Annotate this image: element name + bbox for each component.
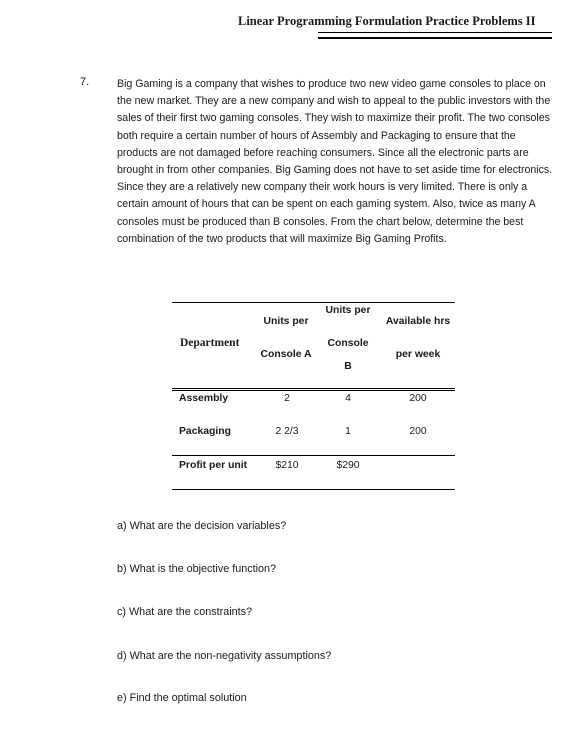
header-department: Department [180, 337, 240, 349]
page-title: Linear Programming Formulation Practice Problems II [238, 14, 536, 28]
row-packaging-available: 200 [409, 426, 427, 437]
question-a: a) What are the decision variables? [117, 520, 287, 532]
header-console-a-line2: Console A [260, 349, 312, 360]
question-e: e) Find the optimal solution [117, 692, 247, 704]
table-header-rule [172, 388, 455, 389]
table-top-rule [172, 302, 455, 303]
row-profit-console-a: $210 [275, 460, 299, 471]
question-d: d) What are the non-negativity assumptions? [117, 650, 332, 662]
problem-statement: Big Gaming is a company that wishes to produce two new video game consoles to place on the new market. They are a new company and wish to appeal to the public investors with the sales of their first two gaming consoles. They wish to maximize their profit. The two consoles both require a certain number of hours of Assembly and Packaging to ensure that the products are not damaged before reaching consumers. Since all the electronic parts are brought in from other companies. Big Gaming does not have to set aside time for electronics. Since they are a relatively new company their work hours is very limited. There is only a certain amount of hours that can be spent on each gaming system. Also, twice as many A consoles must be produced than B consoles. From the chart below, determine the best combination of the two products that will maximize Big Gaming Profits. [117, 78, 553, 245]
header-console-b-line3: B [344, 361, 352, 372]
row-packaging-department: Packaging [179, 426, 231, 437]
row-profit-console-b: $290 [336, 460, 360, 471]
row-assembly-department: Assembly [179, 393, 229, 404]
row-profit-department: Profit per unit [179, 460, 248, 471]
header-console-b-line1: Units per [325, 305, 371, 316]
row-assembly-console-a: 2 [284, 393, 290, 404]
header-available-line1: Available hrs [385, 316, 451, 327]
header-divider-thin [318, 32, 552, 33]
table-header-rule-double [172, 390, 455, 391]
header-available-line2: per week [395, 349, 441, 360]
table-profit-rule [172, 455, 455, 456]
row-packaging-console-b: 1 [345, 426, 351, 437]
table-bottom-rule [172, 489, 455, 490]
row-assembly-available: 200 [409, 393, 427, 404]
header-console-b-line2: Console [327, 338, 369, 349]
row-assembly-console-b: 4 [345, 393, 351, 404]
row-packaging-console-a: 2 2/3 [275, 426, 299, 437]
question-b: b) What is the objective function? [117, 563, 277, 575]
header-divider-thick [318, 37, 552, 39]
problem-number: 7. [80, 76, 90, 88]
header-console-a-line1: Units per [263, 316, 309, 327]
question-c: c) What are the constraints? [117, 606, 253, 618]
